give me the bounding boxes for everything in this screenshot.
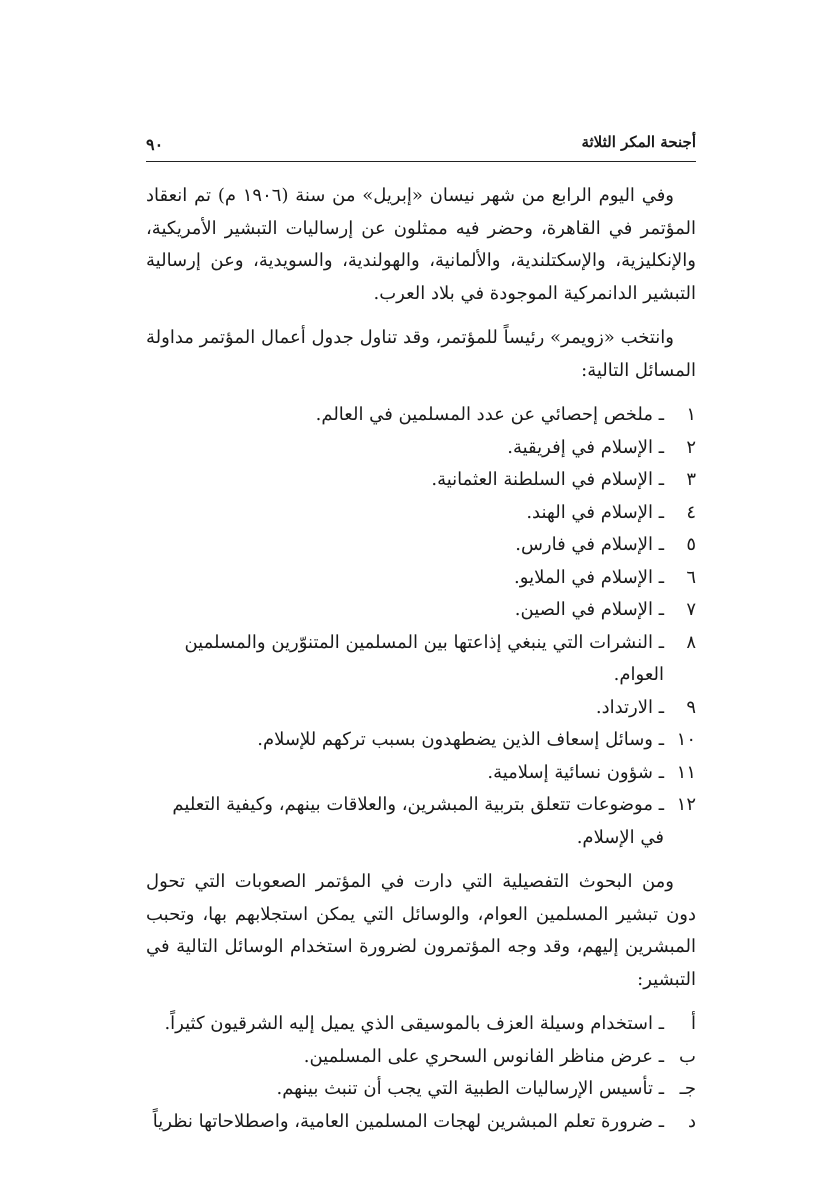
agenda-item [146,432,696,465]
means-list [146,1008,696,1138]
agenda-item [146,399,696,432]
list-item-number: ١٠ [676,729,696,750]
means-item [146,1041,696,1074]
page-body [146,180,696,1150]
list-item-number: ١٢ [676,794,696,815]
list-item-text: ـ الإسلام في فارس. [515,534,664,555]
list-item-number: ٧ [686,599,696,620]
means-item [146,1106,696,1139]
agenda-item [146,627,696,692]
means-item [146,1008,696,1041]
page-number: ٩٠ [146,135,164,154]
list-item-number: ب [679,1045,696,1067]
running-title: أجنحة المكر الثلاثة [581,133,696,151]
list-item-number: ٣ [686,469,696,490]
agenda-item [146,594,696,627]
paragraph-means-intro: ومن البحوث التفصيلية التي دارت في المؤتمر الصعوبات التي تحول دون تبشير المسلمين العوام، والوسائل التي يمكن استجلابهم بها، وتحبب المبشرين إليهم، وقد وجه المؤتمرون لضرورة استخدام الوسائل التالية في التبشير: [146,871,696,990]
list-item-text: ـ النشرات التي ينبغي إذاعتها بين المسلمين المتنوّرين والمسلمين العوام. [184,631,664,685]
list-item-text: ـ الإسلام في الصين. [514,599,664,620]
means-item [146,1073,696,1106]
agenda-item [146,464,696,497]
agenda-item [146,757,696,790]
list-item-number: جـ [679,1078,696,1099]
agenda-list [146,399,696,854]
list-item-number: ٤ [686,501,696,523]
list-item-text: ـ الإسلام في الهند. [526,501,664,523]
agenda-item [146,789,696,854]
list-item-text: ـ تأسيس الإرساليات الطبية التي يجب أن تنبث بينهم. [276,1078,664,1099]
list-item-text: ـ عرض مناظر الفانوس السحري على المسلمين. [303,1045,664,1067]
agenda-item [146,692,696,725]
agenda-item [146,724,696,757]
list-item-number: ١ [686,404,696,425]
list-item-text: ـ موضوعات تتعلق بتربية المبشرين، والعلاقات بينهم، وكيفية التعليم في الإسلام. [172,794,664,848]
list-item-text: ـ الارتداد. [595,696,664,718]
list-item-text: ـ شؤون نسائية إسلامية. [487,761,664,783]
list-item-number: ٥ [686,534,696,555]
list-item-text: ـ الإسلام في السلطنة العثمانية. [431,469,664,490]
list-item-text: ـ الإسلام في الملايو. [514,566,664,588]
list-item-number: ٢ [686,436,696,458]
list-item-text: ـ استخدام وسيلة العزف بالموسيقى الذي يميل إليه الشرقيون كثيراً. [164,1013,664,1034]
list-item-number: ٨ [686,631,696,653]
list-item-text: ـ ملخص إحصائي عن عدد المسلمين في العالم. [315,404,664,425]
list-item-number: أ [690,1013,696,1034]
list-item-text: ـ الإسلام في إفريقية. [507,436,664,458]
agenda-item [146,497,696,530]
paragraph-agenda-intro: وانتخب «زويمر» رئيساً للمؤتمر، وقد تناول جدول أعمال المؤتمر مداولة المسائل التالية: [146,327,696,381]
agenda-item [146,562,696,595]
list-item-text: ـ ضرورة تعلم المبشرين لهجات المسلمين العامية، واصطلاحاتها نظرياً [152,1110,664,1132]
list-item-number: ١١ [676,761,696,783]
agenda-item [146,529,696,562]
page-header [146,133,696,162]
list-item-number: د [687,1110,696,1132]
paragraph-conference-intro: وفي اليوم الرابع من شهر نيسان «إبريل» من سنة (١٩٠٦ م) تم انعقاد المؤتمر في القاهرة، وحضر فيه ممثلون عن إرساليات التبشير الأمريكية، والإنكليزية، والإسكتلندية، والألمانية، والهولندية، والسويدية، وعن إرسالية التبشير الدانمركية الموجودة في بلاد العرب. [146,185,696,304]
list-item-number: ٦ [686,566,696,588]
list-item-text: ـ وسائل إسعاف الذين يضطهدون بسبب تركهم للإسلام. [257,729,664,750]
list-item-number: ٩ [686,696,696,718]
